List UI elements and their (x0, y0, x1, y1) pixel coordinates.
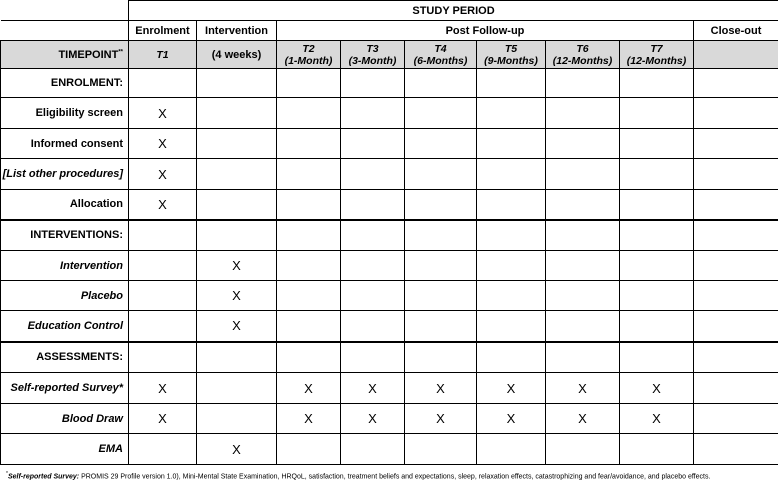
enrolment-header: Enrolment (129, 21, 197, 41)
schedule-cell (405, 281, 477, 311)
schedule-cell: X (277, 373, 341, 404)
schedule-cell (277, 129, 341, 159)
schedule-cell: X (477, 404, 546, 434)
schedule-cell (546, 190, 620, 220)
schedule-cell (197, 159, 277, 190)
schedule-cell (477, 251, 546, 281)
schedule-cell: X (341, 404, 405, 434)
timepoint-code: T3 (366, 42, 379, 55)
schedule-cell (546, 159, 620, 190)
procedure-row (1, 159, 778, 190)
procedure-row (1, 98, 778, 129)
schedule-cell: X (197, 434, 277, 465)
schedule-cell (277, 434, 341, 465)
section-row (1, 220, 778, 251)
schedule-cell (546, 251, 620, 281)
schedule-cell (341, 342, 405, 373)
timepoint-note: ** (118, 48, 123, 55)
schedule-cell (477, 281, 546, 311)
schedule-cell (620, 98, 694, 129)
schedule-cell (546, 98, 620, 129)
schedule-cell (405, 69, 477, 98)
schedule-cell (694, 373, 778, 404)
schedule-cell (620, 190, 694, 220)
schedule-cell (197, 373, 277, 404)
schedule-cell (197, 129, 277, 159)
schedule-cell (277, 251, 341, 281)
schedule-cell: X (405, 373, 477, 404)
schedule-cell (341, 434, 405, 465)
schedule-cell (620, 281, 694, 311)
header-row-timepoints (1, 41, 778, 69)
schedule-cell (197, 190, 277, 220)
timepoint-followup-cell (620, 41, 694, 69)
procedure-label: Informed consent (1, 129, 129, 159)
schedule-cell (129, 220, 197, 251)
procedure-row (1, 404, 778, 434)
schedule-cell (277, 311, 341, 342)
procedure-label: Allocation (1, 190, 129, 220)
schedule-cell (694, 220, 778, 251)
schedule-cell (405, 434, 477, 465)
schedule-cell (546, 129, 620, 159)
close-out-header: Close-out (694, 21, 778, 41)
timepoint-label-cell (1, 41, 129, 69)
schedule-cell (341, 98, 405, 129)
schedule-cell (546, 220, 620, 251)
schedule-cell (341, 251, 405, 281)
timepoint-t1: T1 (129, 41, 197, 69)
schedule-cell (405, 159, 477, 190)
intervention-header: Intervention (197, 21, 277, 41)
schedule-cell: X (129, 159, 197, 190)
schedule-cell (341, 69, 405, 98)
section-label: ASSESSMENTS: (1, 342, 129, 373)
schedule-cell (546, 281, 620, 311)
timepoint-code: T7 (650, 42, 663, 55)
schedule-cell (129, 342, 197, 373)
schedule-cell (341, 129, 405, 159)
schedule-cell (405, 129, 477, 159)
schedule-cell (620, 220, 694, 251)
timepoint-label: (3-Month) (348, 54, 397, 67)
timepoint-label: (12-Months) (552, 54, 613, 67)
schedule-cell (341, 190, 405, 220)
schedule-cell (620, 159, 694, 190)
procedure-row (1, 251, 778, 281)
schedule-cell (546, 342, 620, 373)
schedule-cell (129, 434, 197, 465)
schedule-cell: X (197, 281, 277, 311)
schedule-cell (694, 98, 778, 129)
schedule-cell: X (277, 404, 341, 434)
schedule-cell (694, 311, 778, 342)
procedure-label: Eligibility screen (1, 98, 129, 129)
procedure-label: Placebo (1, 281, 129, 311)
timepoint-close-out-cell (694, 41, 778, 69)
schedule-cell (197, 342, 277, 373)
schedule-cell (694, 342, 778, 373)
timepoint-followup-cell (546, 41, 620, 69)
procedure-label: Education Control (1, 311, 129, 342)
schedule-cell (694, 404, 778, 434)
section-row (1, 342, 778, 373)
timepoint-label: (9-Months) (484, 54, 538, 67)
procedure-label: Blood Draw (1, 404, 129, 434)
schedule-cell (405, 311, 477, 342)
schedule-cell (277, 69, 341, 98)
schedule-cell: X (129, 190, 197, 220)
schedule-cell (405, 342, 477, 373)
schedule-cell (197, 404, 277, 434)
schedule-cell (477, 342, 546, 373)
schedule-cell: X (546, 373, 620, 404)
schedule-cell (277, 159, 341, 190)
schedule-cell (694, 159, 778, 190)
schedule-cell: X (197, 251, 277, 281)
schedule-cell (546, 311, 620, 342)
schedule-cell (277, 98, 341, 129)
procedure-label: [List other procedures] (1, 159, 129, 190)
schedule-cell: X (546, 404, 620, 434)
schedule-cell: X (477, 373, 546, 404)
schedule-cell (477, 98, 546, 129)
section-row (1, 69, 778, 98)
schedule-cell (277, 281, 341, 311)
schedule-cell (477, 190, 546, 220)
schedule-cell (197, 98, 277, 129)
procedure-row (1, 311, 778, 342)
timepoint-label: (6-Months) (413, 54, 468, 67)
schedule-cell (620, 342, 694, 373)
schedule-cell: X (129, 373, 197, 404)
schedule-cell (620, 69, 694, 98)
schedule-cell (694, 251, 778, 281)
schedule-cell (405, 98, 477, 129)
timepoint-code: T2 (302, 42, 315, 55)
schedule-cell (197, 69, 277, 98)
schedule-cell (477, 311, 546, 342)
schedule-cell (620, 251, 694, 281)
timepoint-followup-cell (405, 41, 477, 69)
timepoint-followup-cell (477, 41, 546, 69)
schedule-cell (129, 69, 197, 98)
header-row-phases (1, 21, 778, 41)
footnote-marker: * (6, 471, 8, 477)
section-label: ENROLMENT: (1, 69, 129, 98)
schedule-cell (277, 342, 341, 373)
schedule-cell: X (341, 373, 405, 404)
schedule-cell: X (129, 129, 197, 159)
schedule-cell: X (620, 404, 694, 434)
procedure-row (1, 281, 778, 311)
timepoint-code: T6 (576, 42, 589, 55)
schedule-cell (477, 159, 546, 190)
schedule-cell (477, 129, 546, 159)
schedule-cell (477, 434, 546, 465)
schedule-cell (620, 434, 694, 465)
footnote-lead: Self-reported Survey: (7, 473, 80, 481)
schedule-cell (341, 220, 405, 251)
schedule-cell (694, 129, 778, 159)
schedule-cell (129, 311, 197, 342)
schedule-cell (405, 190, 477, 220)
procedure-row (1, 129, 778, 159)
footnote-text: PROMIS 29 Profile version 1.0), Mini-Mental State Examination, HRQoL, satisfaction, treatment beliefs and expectations, sleep, relaxation effects, catastrophizing and fear/avoidance, and placebo effects. (79, 473, 711, 481)
procedure-label: EMA (1, 434, 129, 465)
schedule-cell (405, 220, 477, 251)
schedule-cell: X (129, 404, 197, 434)
schedule-cell (477, 69, 546, 98)
schedule-cell (277, 190, 341, 220)
procedure-label: Self-reported Survey* (1, 373, 129, 404)
schedule-cell: X (405, 404, 477, 434)
schedule-cell (694, 190, 778, 220)
procedure-label: Intervention (1, 251, 129, 281)
procedure-row (1, 190, 778, 220)
schedule-cell (620, 311, 694, 342)
timepoint-followup-cell (341, 41, 405, 69)
schedule-cell: X (197, 311, 277, 342)
header-blank-cell (1, 1, 129, 21)
timepoint-label: (1-Month) (284, 54, 333, 67)
section-label: INTERVENTIONS: (1, 220, 129, 251)
schedule-cell (694, 69, 778, 98)
procedure-row (1, 373, 778, 404)
schedule-cell (277, 220, 341, 251)
timepoint-label: (12-Months) (626, 54, 687, 67)
schedule-cell (341, 281, 405, 311)
timepoint-intervention-duration: (4 weeks) (197, 41, 277, 69)
study-period-header: STUDY PERIOD (129, 1, 778, 21)
schedule-cell (405, 251, 477, 281)
schedule-cell: X (129, 98, 197, 129)
schedule-cell (546, 69, 620, 98)
schedule-cell (129, 251, 197, 281)
schedule-cell (197, 220, 277, 251)
schedule-cell (546, 434, 620, 465)
schedule-cell (694, 281, 778, 311)
header-blank-cell (1, 21, 129, 41)
schedule-cell (129, 281, 197, 311)
schedule-cell (477, 220, 546, 251)
timepoint-label: TIMEPOINT (58, 48, 119, 61)
schedule-cell (694, 434, 778, 465)
schedule-cell (341, 159, 405, 190)
header-row-study-period (1, 1, 778, 21)
footnote (6, 471, 710, 480)
timepoint-code: T5 (504, 42, 518, 55)
schedule-cell (341, 311, 405, 342)
timepoint-followup-cell (277, 41, 341, 69)
post-follow-up-header: Post Follow-up (277, 21, 694, 41)
schedule-cell: X (620, 373, 694, 404)
procedure-row (1, 434, 778, 465)
timepoint-code: T4 (434, 42, 447, 55)
schedule-cell (620, 129, 694, 159)
